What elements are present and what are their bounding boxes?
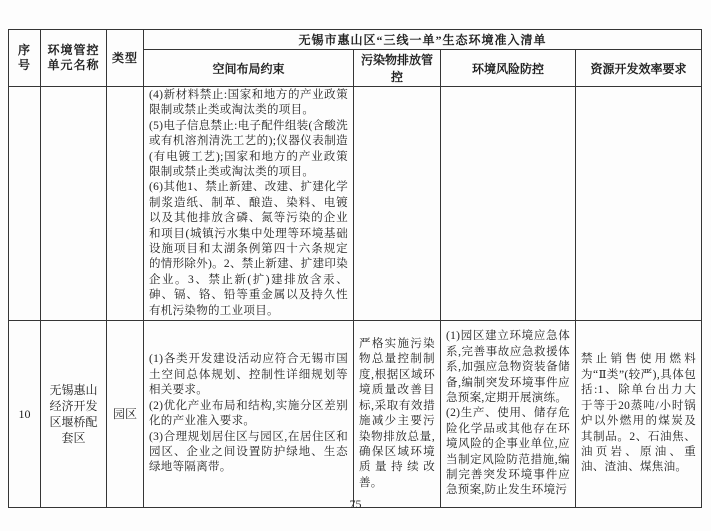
- cell-type-empty: [107, 87, 144, 321]
- table-title: 无锡市惠山区“三线一单”生态环境准入清单: [144, 30, 702, 50]
- page-number: 75: [349, 497, 362, 511]
- cell-pollutant-control: [354, 321, 441, 508]
- header-spatial-layout: 空间布局约束: [144, 50, 354, 87]
- resource-paragraph: 禁止销售使用燃料为“Ⅱ类”(较严),具体包括:1、除单台出力大于等于20蒸吨/小时锅炉以外燃用的煤炭及其制品。2、石油焦、油页岩、原油、重油、渣油、煤焦油。: [581, 353, 697, 474]
- cell-spatial-layout: [144, 321, 354, 508]
- table-row-10: [9, 321, 702, 508]
- cell-index: 10: [9, 321, 41, 508]
- header-type: 类型: [107, 30, 144, 87]
- cell-index-empty: [9, 87, 41, 321]
- risk-paragraph-2: (2)生产、使用、储存危险化学品或其他存在环境风险的企事业单位,应当制定风险防范措施,编制完善突发环境事件应急预案,防止发生环境污: [446, 407, 570, 497]
- spatial-paragraph-6: (6)其他1、禁止新建、改建、扩建化学制浆造纸、制革、酿造、染料、电镀以及其他排放含磷、氮等污染的企业和项目(城镇污水集中处理等环境基础设施项目和太湖条例第四十六条规定的情形除外)。2、禁止新建、扩建印染企业。3、禁止新(扩)建排放含汞、砷、镉、铬、铅等重金属以及持久性有机污染物的工业项目。: [149, 181, 348, 317]
- cell-unit-name: 无锡惠山经济开发区堰桥配套区: [41, 321, 107, 508]
- cell-type: 园区: [107, 321, 144, 508]
- cell-resource-efficiency: [576, 321, 702, 508]
- cell-unit-empty: [41, 87, 107, 321]
- header-resource-efficiency: 资源开发效率要求: [576, 50, 702, 87]
- header-risk-prevention: 环境风险防控: [441, 50, 576, 87]
- table-row-continuation: [9, 87, 702, 321]
- cell-pollutant-empty: [354, 87, 441, 321]
- spatial-paragraph-2: (2)优化产业布局和结构,实施分区差别化的产业准入要求。: [149, 399, 348, 428]
- cell-risk-prevention: [441, 321, 576, 508]
- pollutant-paragraph: 严格实施污染物总量控制制度,根据区域环境质量改善目标,采取有效措施减少主要污染物排放总量,确保区域环境质量持续改善。: [359, 338, 435, 489]
- cell-risk-empty: [441, 87, 576, 321]
- spatial-paragraph-5: (5)电子信息禁止:电子配件组装(含酸洗或有机溶剂清洗工艺的);仪器仪表制造(有电镀工艺);国家和地方的产业政策限制或禁止类或淘汰类的项目。: [149, 119, 348, 179]
- spatial-paragraph-3: (3)合理规划居住区与园区,在居住区和园区、企业之间设置防护绿地、生态绿地等隔离带。: [149, 430, 348, 474]
- spatial-paragraph-4: (4)新材料禁止:国家和地方的产业政策限制或禁止类或淘汰类的项目。: [149, 89, 348, 117]
- cell-resource-empty: [576, 87, 702, 321]
- spatial-paragraph-1: (1)各类开发建设活动应符合无锡市国土空间总体规划、控制性详细规划等相关要求。: [149, 353, 348, 397]
- risk-paragraph-1: (1)园区建立环境应急体系,完善事故应急救援体系,加强应急物资装备储备,编制突发环境事件应急预案,定期开展演练。: [446, 330, 570, 404]
- access-list-table: [8, 29, 702, 508]
- header-index: 序号: [9, 30, 41, 87]
- header-pollutant-control: 污染物排放管控: [354, 50, 441, 87]
- cell-spatial-layout: [144, 87, 354, 321]
- header-unit-name: 环境管控单元名称: [41, 30, 107, 87]
